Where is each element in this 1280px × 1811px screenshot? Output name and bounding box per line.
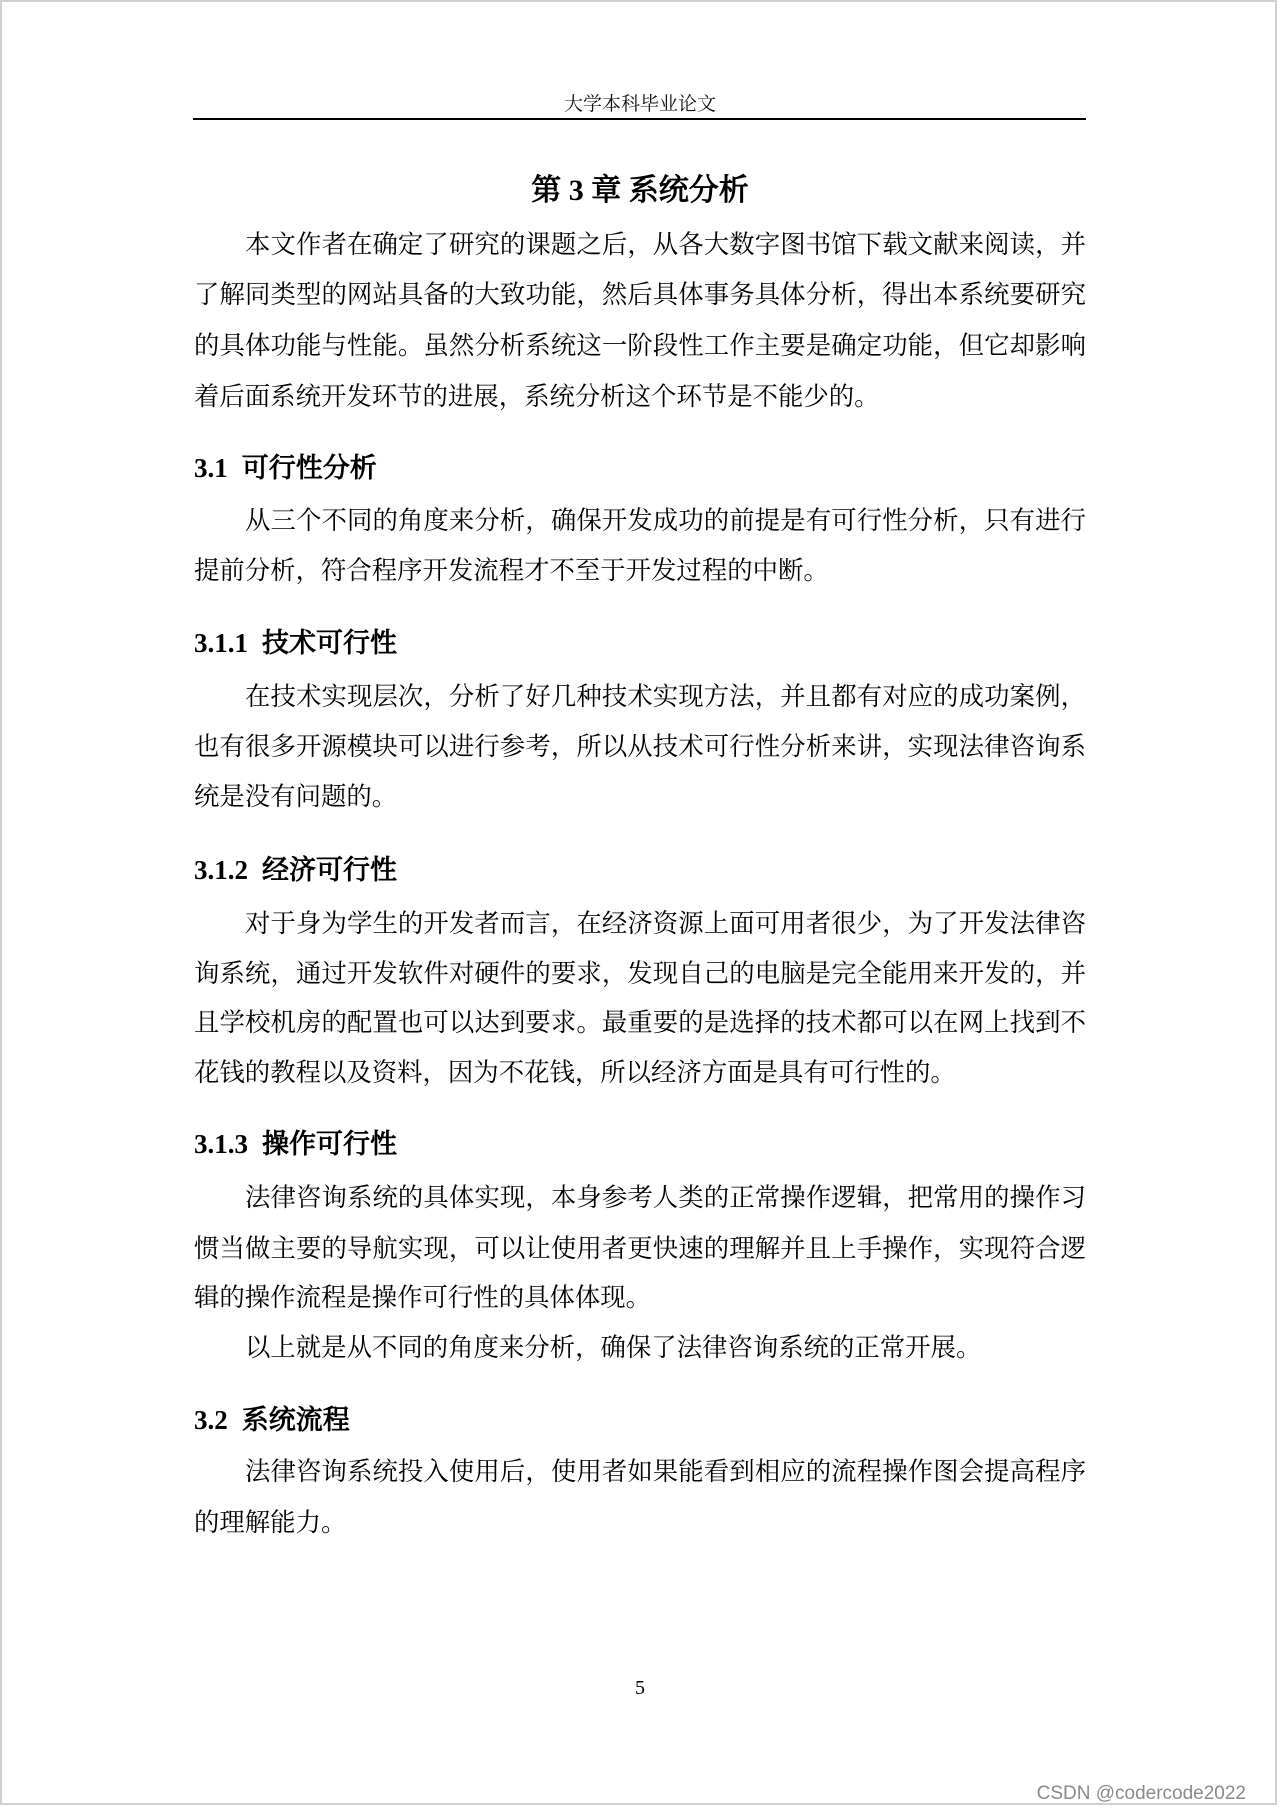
- paragraph-line: 询系统，通过开发软件对硬件的要求，发现自己的电脑是完全能用来开发的，并: [194, 960, 1086, 988]
- paragraph-line: 花钱的教程以及资料，因为不花钱，所以经济方面是具有可行性的。: [194, 1059, 956, 1087]
- section-heading-3-1-2: [194, 852, 397, 888]
- section-title: 操作可行性: [262, 1129, 397, 1159]
- paragraph-line: 统是没有问题的。: [194, 783, 398, 811]
- paragraph-line: 法律咨询系统的具体实现，本身参考人类的正常操作逻辑，把常用的操作习: [245, 1184, 1086, 1212]
- paragraph-line: 了解同类型的网站具备的大致功能，然后具体事务具体分析，得出本系统要研究: [194, 281, 1086, 309]
- paragraph-line: 提前分析，符合程序开发流程才不至于开发过程的中断。: [194, 557, 829, 585]
- section-heading-3-1: [194, 450, 377, 486]
- paragraph-line: 在技术实现层次，分析了好几种技术实现方法，并且都有对应的成功案例，: [245, 683, 1086, 711]
- section-title: 技术可行性: [262, 628, 397, 658]
- section-title: 系统流程: [241, 1405, 350, 1435]
- paragraph-line: 的具体功能与性能。虽然分析系统这一阶段性工作主要是确定功能，但它却影响: [194, 332, 1086, 360]
- section-number: 3.2: [194, 1405, 228, 1435]
- summary-paragraph: 以上就是从不同的角度来分析，确保了法律咨询系统的正常开展。: [245, 1334, 982, 1362]
- paragraph-line: 惯当做主要的导航实现，可以让使用者更快速的理解并且上手操作，实现符合逻: [194, 1235, 1086, 1263]
- section-title: 可行性分析: [241, 453, 377, 483]
- chapter-title: 第 3 章 系统分析: [531, 174, 749, 207]
- watermark: CSDN @codercode2022: [1036, 1783, 1246, 1804]
- section-heading-3-2: [194, 1402, 350, 1438]
- header-divider: [193, 118, 1086, 120]
- paragraph-line: 本文作者在确定了研究的课题之后，从各大数字图书馆下载文献来阅读，并: [245, 231, 1086, 259]
- section-number: 3.1.1: [194, 628, 248, 658]
- paragraph-line: 着后面系统开发环节的进展，系统分析这个环节是不能少的。: [194, 383, 880, 411]
- section-number: 3.1: [194, 453, 228, 483]
- paragraph-line: 的理解能力。: [194, 1509, 347, 1537]
- section-number: 3.1.2: [194, 855, 248, 885]
- section-heading-3-1-1: [194, 625, 397, 661]
- paragraph-line: 辑的操作流程是操作可行性的具体体现。: [194, 1284, 652, 1312]
- section-title: 经济可行性: [262, 855, 397, 885]
- paragraph-line: 也有很多开源模块可以进行参考，所以从技术可行性分析来讲，实现法律咨询系: [194, 733, 1086, 761]
- paragraph-line: 法律咨询系统投入使用后，使用者如果能看到相应的流程操作图会提高程序: [245, 1458, 1086, 1486]
- running-header: 大学本科毕业论文: [563, 94, 716, 115]
- paragraph-line: 对于身为学生的开发者而言，在经济资源上面可用者很少，为了开发法律咨: [245, 910, 1086, 938]
- paragraph-line: 且学校机房的配置也可以达到要求。最重要的是选择的技术都可以在网上找到不: [194, 1009, 1086, 1037]
- page-number: 5: [635, 1677, 645, 1699]
- section-heading-3-1-3: [194, 1126, 397, 1162]
- section-number: 3.1.3: [194, 1129, 248, 1159]
- paragraph-line: 从三个不同的角度来分析，确保开发成功的前提是有可行性分析，只有进行: [245, 507, 1086, 535]
